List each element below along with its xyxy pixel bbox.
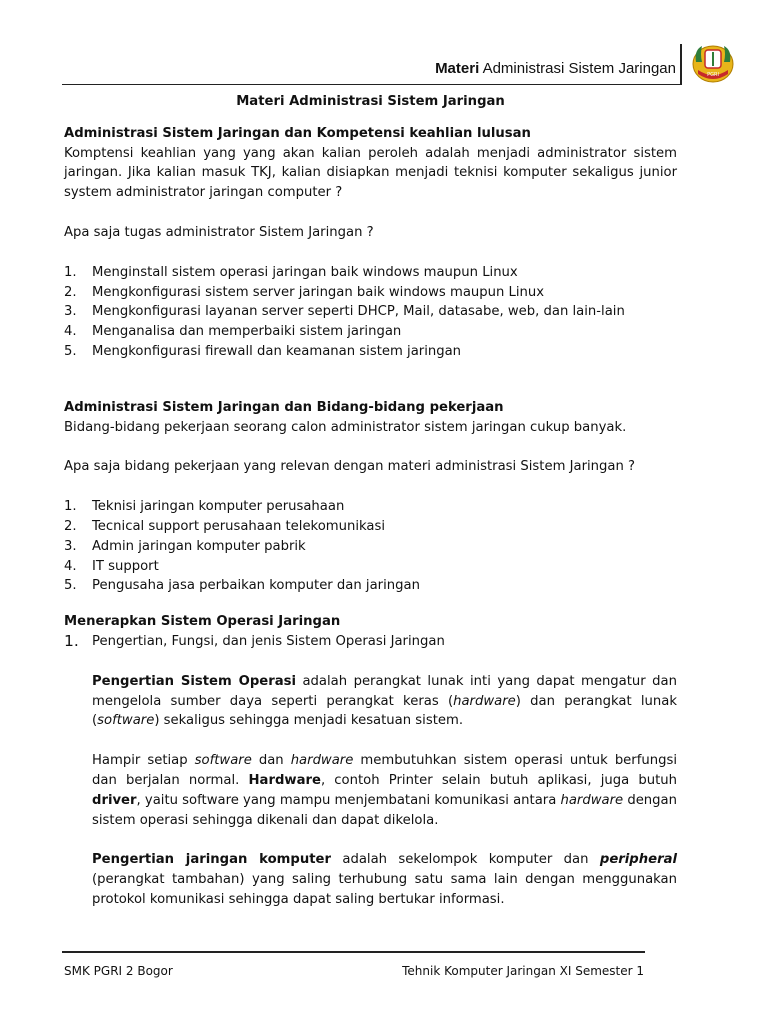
hardware-software-paragraph: Hampir setiap software dan hardware membutuhkan sistem operasi untuk berfungsi dan berjalan normal. Hardware, contoh Printer selain butuh aplikasi, juga butuh driver, yaitu software yang mampu menjembatani komunikasi antara hardware dengan sistem operasi sehingga dikenali dan dapat dikelola. (92, 753, 677, 828)
section2-paragraph: Bidang-bidang pekerjaan seorang calon administrator sistem jaringan cukup banyak. (64, 419, 627, 435)
section1-paragraph: Komptensi keahlian yang yang akan kalian peroleh adalah menjadi administrator sistem jaringan. Jika kalian masuk TKJ, kalian disiapkan menjadi teknisi komputer sekaligus junior system administrator jaringan computer ? (64, 145, 677, 201)
section2-heading: Administrasi Sistem Jaringan dan Bidang-bidang pekerjaan (64, 399, 504, 415)
header-vertical-divider (680, 44, 682, 84)
section3-heading: Menerapkan Sistem Operasi Jaringan (64, 614, 341, 630)
document-body (64, 92, 677, 910)
header-title-bold: Materi (435, 60, 480, 77)
list-item: 4. Menganalisa dan memperbaiki sistem jaringan (64, 324, 402, 340)
header-title-rest: Administrasi Sistem Jaringan (479, 60, 676, 77)
header-title (435, 60, 676, 77)
list-item: 1. Teknisi jaringan komputer perusahaan (64, 499, 345, 515)
list-item: 5. Mengkonfigurasi firewall dan keamanan sistem jaringan (64, 343, 462, 359)
footer-course: Tehnik Komputer Jaringan XI Semester 1 (402, 964, 644, 978)
definition-os-paragraph: Pengertian Sistem Operasi adalah perangkat lunak inti yang dapat mengatur dan mengelola sumber daya seperti perangkat keras (hardware) dan perangkat lunak (software) sekaligus sehingga menjadi kesatuan sistem. (92, 673, 677, 729)
section1-question: Apa saja tugas administrator Sistem Jaringan ? (64, 224, 374, 240)
header-divider (62, 84, 682, 85)
document-title: Materi Administrasi Sistem Jaringan (236, 94, 505, 109)
pgri-logo-icon (688, 40, 738, 84)
list-item: 1. Pengertian, Fungsi, dan jenis Sistem Operasi Jaringan (64, 631, 445, 650)
list-item: 5. Pengusaha jasa perbaikan komputer dan jaringan (64, 578, 420, 594)
list-item: 3. Mengkonfigurasi layanan server seperti DHCP, Mail, datasabe, web, dan lain-lain (64, 304, 625, 320)
list-item: 2. Tecnical support perusahaan telekomunikasi (64, 518, 386, 534)
footer-divider (62, 951, 645, 953)
section1-list (64, 263, 677, 362)
section1-heading: Administrasi Sistem Jaringan dan Kompetensi keahlian lulusan (64, 125, 531, 141)
list-item: 2. Mengkonfigurasi sistem server jaringan baik windows maupun Linux (64, 284, 545, 300)
definition-network-paragraph: Pengertian jaringan komputer adalah sekelompok komputer dan peripheral (perangkat tambahan) yang saling terhubung satu sama lain dengan menggunakan protokol komunikasi sehingga dapat saling bertukar informasi. (92, 852, 677, 907)
list-item: 4. IT support (64, 558, 159, 574)
footer-school: SMK PGRI 2 Bogor (64, 964, 173, 978)
section2-question: Apa saja bidang pekerjaan yang relevan dengan materi administrasi Sistem Jaringan ? (64, 459, 636, 475)
logo-text: PGRI (707, 72, 719, 78)
section2-list (64, 497, 677, 596)
list-item: 3. Admin jaringan komputer pabrik (64, 538, 306, 554)
list-item: 1. Menginstall sistem operasi jaringan baik windows maupun Linux (64, 264, 518, 280)
section3-list (64, 632, 677, 652)
